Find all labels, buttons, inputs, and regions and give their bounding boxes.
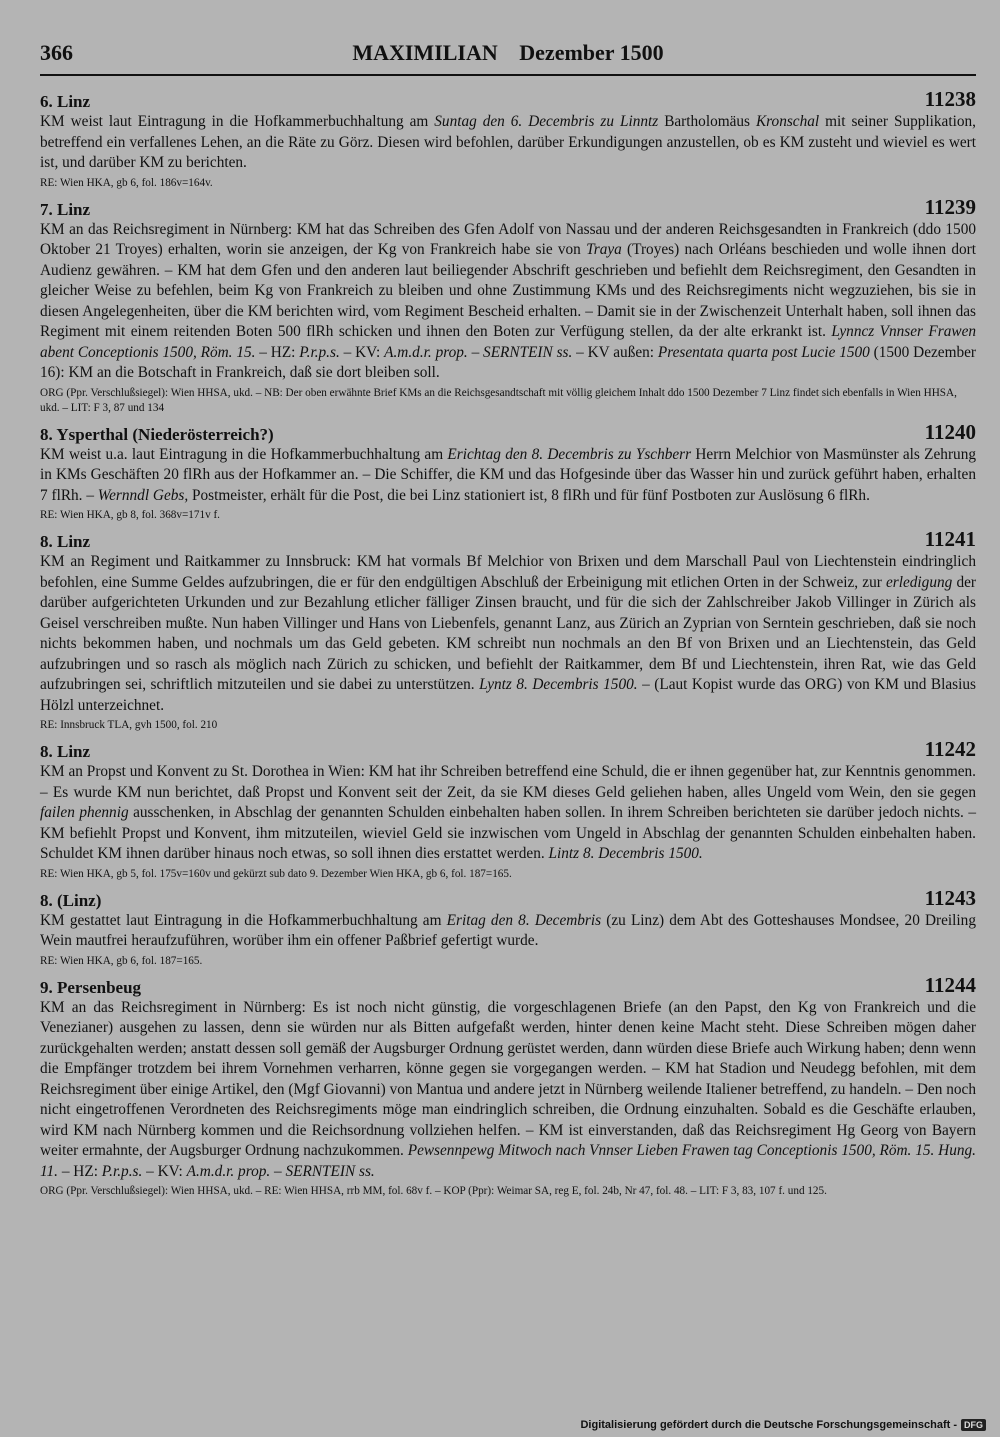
entry-source-note: RE: Wien HKA, gb 6, fol. 186v=164v. <box>40 176 213 189</box>
entry-text-segment: – <box>467 343 484 361</box>
entry-text-italic: SERNTEIN ss. <box>483 343 573 361</box>
page <box>40 40 976 1206</box>
entry-text-segment: der darüber aufgerichteten Urkunden und zur Bezahlung etlicher fälliger Zinsen braucht, und für die sich der Zahlschreiber Jakob Villinger in Zürich als Geisel verschreiben mußte. Nun haben Villinger und Hans von Liebenfels, genannt Lanz, aus Zürich an Zyprian von Serntein geschrieben, daß sie noch nichts bekommen haben, und nochmals um das Geld gebeten. KM schreibt nun nochmals an den Bf von Brixen und an Liechtenstein, das Geld aufzubringen und so rasch als möglich nach Zürich zu schicken, und befiehlt der Raitkammer, dem Bf und Liechtenstein, ihren Rat, wie das Geld aufzubringen sei, schriftlich mitzuteilen und sie dabei zu unterstützen. <box>40 573 976 693</box>
regest-entry <box>40 972 976 1200</box>
entry-text-segment: – KV: <box>339 343 385 361</box>
entry-text-italic: A.m.d.r. prop. <box>186 1162 271 1180</box>
entry-text-italic: Lintz 8. Decembris 1500. <box>548 845 703 862</box>
entry-text-italic: failen phennig <box>40 804 129 821</box>
entry-heading <box>40 737 976 762</box>
page-number: 366 <box>40 40 73 65</box>
entry-text-segment: – HZ: <box>255 343 300 361</box>
entry-text-segment: – (Laut Kopist wurde das ORG) von KM und Blasius Hölzl unterzeichnet. <box>40 676 976 714</box>
entry-text <box>40 112 976 174</box>
entry-text-segment: – <box>270 1162 286 1180</box>
entry-text-italic: Erichtag den 8. Decembris zu Yschberr <box>447 445 692 463</box>
entry-text-segment: KM an Regiment und Raitkammer zu Innsbruck: KM hat vormals Bf Melchior von Brixen und dem Marschall Paul von Liechtenstein eindringlich befohlen, eine Summe Geldes aufzubringen, die er für den endgültigen Abschluß der Erbeinigung mit etlichen Orten in der Schweiz, zur <box>40 553 976 591</box>
entry-date-place: 7. Linz <box>40 199 91 219</box>
entry-text-italic: A.m.d.r. prop. <box>384 343 468 361</box>
entry-text-italic: SERNTEIN ss. <box>285 1162 375 1180</box>
regest-entry <box>40 527 976 733</box>
footer-text: Digitalisierung gefördert durch die Deutsche Forschungsgemeinschaft - <box>580 1419 957 1431</box>
entry-number: 11243 <box>924 885 976 910</box>
entry-text-italic: Lyntz 8. Decembris 1500. <box>479 676 638 693</box>
regest-entry <box>40 87 976 191</box>
entry-text-segment: Bartholomäus <box>658 113 756 130</box>
entry-text-italic: Lynncz Vnnser Frawen abent Conceptionis 1500, Röm. 15. <box>40 323 977 361</box>
entry-text-segment: KM an das Reichsregiment in Nürnberg: Es ist noch nicht günstig, die vorgeschlagenen Briefe (an den Papst, den Kg von Frankreich und die Venezianer) ausgehen zu lassen, denn sie würden nur als Bitten aufgefaßt werden, hinter denen keine Macht steht. Diese Schreiben mögen daher zurückgehalten werden; anstatt dessen soll gemäß der Augsburger Ordnung gerüstet werden, dann würden diese Briefe auch Wirkung haben; denn wenn die Empfänger trotzdem bei ihrem Vornehmen verharren, könne gegen sie vorgegangen werden. – KM hat Stadion und Neudegg befohlen, mit dem Reichsregiment über einige Artikel, den (Mgf Giovanni) von Mantua und andere jetzt in Nürnberg weilende Italiener betreffend, zu handeln. – Den noch nicht eingetroffenen Verordneten des Reichsregiments möge man eindringlich schreiben, die Ordnung einzuhalten. Sobald es die Geschäfte erlauben, wird KM nach Nürnberg kommen und die Reichsordnung vollziehen helfen. – KM ist einverstanden, daß das Reichsregiment Hg Georg von Bayern weiter ermahnte, der Augsburger Ordnung nachzukommen. <box>40 998 976 1159</box>
running-title-month: Dezember 1500 <box>519 40 664 65</box>
entry-source-note: ORG (Ppr. Verschlußsiegel): Wien HHSA, ukd. – NB: Der oben erwähnte Brief KMs an die Reichsgesandtschaft mit völlig gleichem Inhalt ddo 1500 Dezember 7 Linz findet sich ebenfalls in Wien HHSA, ukd. – LIT: F 3, 87 und 134 <box>40 386 957 414</box>
entry-text-segment: (Troyes) nach Orléans beschieden und wolle ihnen dort Audienz gewähren. – KM hat dem Gfen und den anderen laut beiliegender Abschrift geschrieben und befiehlt dem Reichsregiment, den Gesandten in gleicher Weise zu befehlen, beim Kg von Frankreich zu bleiben und ohne Zustimmung KMs und des Reichsregiments nicht wegzuziehen, bis sie in diesen Angelegenheiten, über die KM berichten wird, vom Regiment Bescheid erhalten. – Damit sie in der Zwischenzeit Unterhalt haben, soll ihnen das Regiment mit einem reitenden Boten 500 flRh schicken und ihnen den Boten zur Verfügung stellen, da der alte erkrankt ist. <box>40 241 977 340</box>
entry-number: 11239 <box>924 194 976 219</box>
entry-number: 11241 <box>924 527 976 551</box>
entry-text-italic: erledigung <box>886 573 953 591</box>
running-title <box>40 40 976 66</box>
entry-source-note: ORG (Ppr. Verschlußsiegel): Wien HHSA, ukd. – RE: Wien HHSA, rrb MM, fol. 68v f. – KOP (Ppr): Weimar SA, reg E, fol. 24b, Nr 47, fol. 48. – LIT: F 3, 83, 107 f. und 125. <box>40 1185 827 1197</box>
entry-text-italic: Eritag den 8. Decembris <box>446 911 602 929</box>
entry-text <box>40 998 976 1183</box>
footer-credit <box>580 1419 986 1431</box>
entry-number: 11244 <box>924 972 976 997</box>
entry-heading <box>40 527 976 552</box>
entry-text <box>40 445 976 507</box>
entry-text-segment: (zu Linz) dem Abt des Gotteshauses Mondsee, 20 Dreiling Wein mautfrei heraufzuführen, worüber ihm ein offener Paßbrief gefertigt wurde. <box>40 911 976 949</box>
entry-date-place: 8. Linz <box>40 742 91 761</box>
entry-text-italic: P.r.p.s. <box>101 1162 143 1180</box>
entry-text-segment: – HZ: <box>58 1162 102 1180</box>
page-header <box>40 40 976 74</box>
entry-number: 11238 <box>924 87 976 111</box>
entry-date-place: 8. (Linz) <box>40 890 102 910</box>
entry-source-note: RE: Wien HKA, gb 6, fol. 187=165. <box>40 954 203 967</box>
entry-source-note: RE: Wien HKA, gb 8, fol. 368v=171v f. <box>40 509 220 521</box>
entry-text-segment: KM gestattet laut Eintragung in die Hofkammerbuchhaltung am <box>40 911 447 929</box>
entry-text-segment: (1500 Dezember 16): KM an die Botschaft in Frankreich, daß sie dort bleiben soll. <box>40 343 976 381</box>
entry-number: 11242 <box>924 737 976 761</box>
entry-heading <box>40 194 976 220</box>
regest-entry <box>40 737 976 882</box>
entry-text-italic: Traya <box>586 241 622 258</box>
entry-text-italic: Suntag den 6. Decembris zu Linntz <box>434 113 659 130</box>
running-title-name: MAXIMILIAN <box>352 40 498 65</box>
entry-list <box>40 87 977 1199</box>
entry-text-segment: KM an das Reichsregiment in Nürnberg: KM hat das Schreiben des Gfen Adolf von Nassau und der anderen Reichsgesandten in Frankreich (ddo 1500 Oktober 21 Troyes) erhalten, worin sie anzeigen, der Kg von Frankreich habe sie von <box>40 220 976 258</box>
entry-heading <box>40 419 976 445</box>
entry-text-segment: – KV: <box>142 1162 187 1180</box>
entry-heading <box>40 87 976 112</box>
entry-text-segment: ausschenken, in Abschlag der genannten Schulden einbehalten haben sollen. In ihrem Schreiben berichteten sie darüber jedoch nichts. – KM befiehlt Propst und Konvent, ihm mitzuteilen, wieviel Geld sie inzwischen vom Ungeld in Abschlag der genannten Schulden einbehalten haben. Schuldet KM ihnen darüber hinaus noch etwas, so soll ihnen dies erstattet werden. <box>40 804 976 862</box>
entry-text-segment: mit seiner Supplikation, betreffend ein verfallenes Lehen, an die Räte zu Görz. Diesen wird befohlen, darüber Erkundigungen anzustellen, ob es KM zusteht und wieviel es wert ist, und darüber KM zu berichten. <box>40 113 976 171</box>
entry-text-italic: Kronschal <box>755 113 820 130</box>
entry-source-note: RE: Innsbruck TLA, gvh 1500, fol. 210 <box>40 719 218 731</box>
entry-text-italic: Pewsennpewg Mitwoch nach Vnnser Lieben Frawen tag Conceptionis 1500, Röm. 15. Hung. 11. <box>40 1142 976 1180</box>
dfg-logo: DFG <box>961 1419 986 1431</box>
entry-text-segment: – KV außen: <box>572 343 658 361</box>
entry-text-segment: Postmeister, erhält für die Post, die bei Linz stationiert ist, 8 flRh und für fünf Postboten zur Auslösung 6 flRh. <box>188 486 870 504</box>
entry-text <box>40 911 976 952</box>
regest-entry <box>40 194 977 416</box>
entry-text-segment: KM weist laut Eintragung in die Hofkammerbuchhaltung am <box>40 113 435 130</box>
entry-text <box>40 762 976 865</box>
entry-text-segment: Herrn Melchior von Masmünster als Zehrung in KMs Geschäften 20 flRh aus der Hofkammer an. – Die Schiffer, die KM und das Hofgesinde über das Wasser hin und zurück geführt haben, erhalten 7 flRh. – <box>40 445 976 504</box>
entry-text-italic: Presentata quarta post Lucie 1500 <box>657 343 870 361</box>
entry-text <box>40 220 976 384</box>
header-rule <box>40 74 976 76</box>
entry-date-place: 9. Persenbeug <box>40 977 142 997</box>
entry-text-segment: KM an Propst und Konvent zu St. Dorothea in Wien: KM hat ihr Schreiben betreffend eine Schuld, die er ihnen gegenüber hat, zur Kenntnis genommen. – Es wurde KM nun berichtet, daß Propst und Konvent seit der Zeit, da sie KM dieses Geld geliehen haben, alles Ungeld vom Wein, den sie gegen <box>40 763 976 801</box>
entry-heading <box>40 885 976 911</box>
entry-text <box>40 552 976 716</box>
regest-entry <box>40 419 976 524</box>
entry-number: 11240 <box>924 419 976 444</box>
regest-entry <box>40 885 976 969</box>
entry-text-segment: KM weist u.a. laut Eintragung in die Hofkammerbuchhaltung am <box>40 445 448 463</box>
entry-text-italic: P.r.p.s. <box>299 343 340 361</box>
entry-date-place: 8. Ysperthal (Niederösterreich?) <box>40 424 274 444</box>
entry-source-note: RE: Wien HKA, gb 5, fol. 175v=160v und gekürzt sub dato 9. Dezember Wien HKA, gb 6, fol. 187=165. <box>40 867 512 880</box>
entry-date-place: 8. Linz <box>40 532 91 551</box>
entry-text-italic: Wernndl Gebs, <box>97 486 189 504</box>
entry-date-place: 6. Linz <box>40 92 91 111</box>
entry-heading <box>40 972 976 998</box>
